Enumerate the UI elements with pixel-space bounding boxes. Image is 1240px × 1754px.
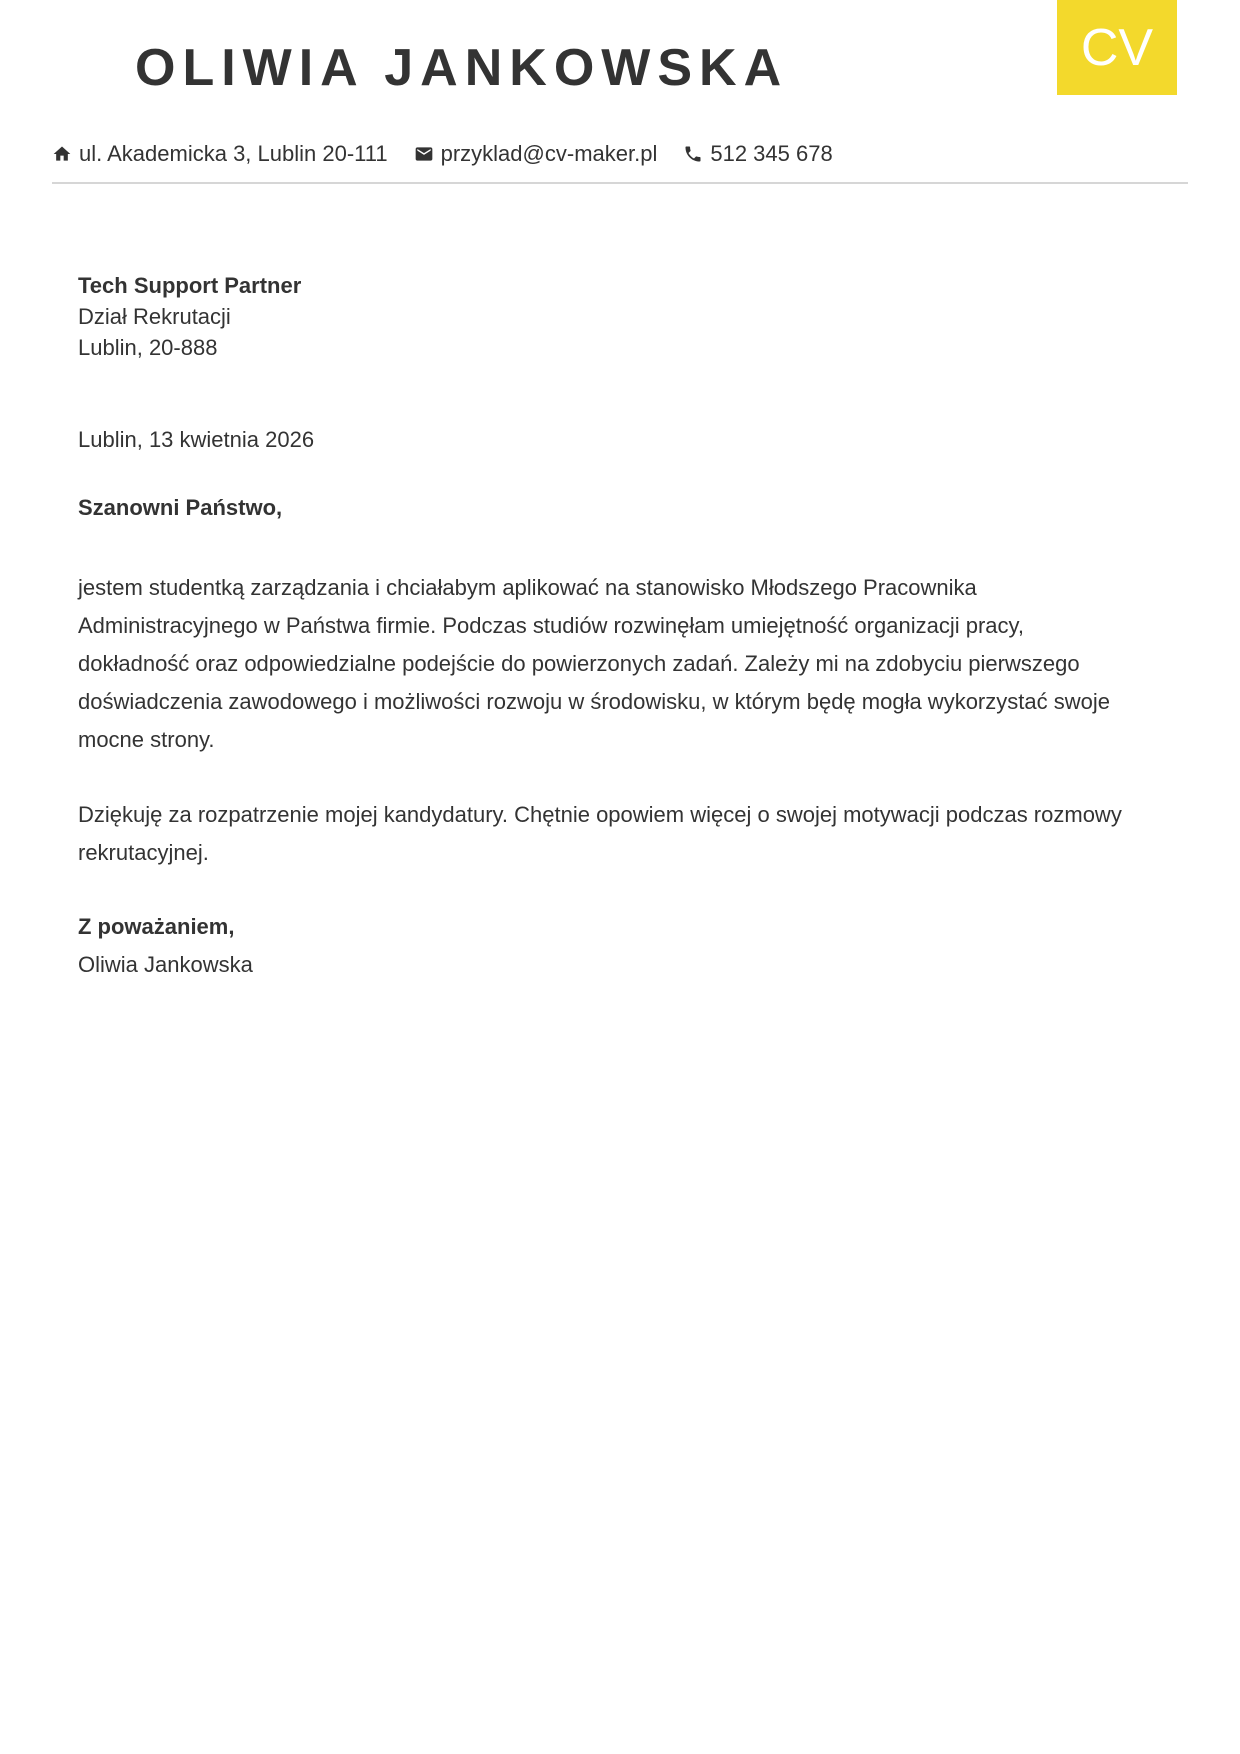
recipient-block: [78, 270, 1138, 363]
letter-body: [78, 270, 1138, 984]
candidate-name: OLIWIA JANKOWSKA: [135, 39, 789, 97]
header-divider: [52, 182, 1188, 184]
recipient-city: Lublin, 20-888: [78, 335, 218, 360]
recipient-company: Tech Support Partner: [78, 273, 302, 298]
cv-badge: CV: [1057, 0, 1177, 95]
contact-email[interactable]: [414, 141, 658, 167]
phone-text[interactable]: 512 345 678: [710, 141, 833, 166]
home-icon: [52, 144, 72, 164]
letter-closing: Z poważaniem,: [78, 914, 235, 939]
letter-signature: Oliwia Jankowska: [78, 952, 253, 977]
letter-date: Lublin, 13 kwietnia 2026: [78, 427, 315, 452]
letter-greeting: Szanowni Państwo,: [78, 495, 283, 520]
letter-paragraph: jestem studentką zarządzania i chciałabym aplikować na stanowisko Młodszego Pracownika Administracyjnego w Państwa firmie. Podczas studiów rozwinęłam umiejętność organizacji pracy, dokładność oraz odpowiedzialne podejście do powierzonych zadań. Zależy mi na zdobyciu pierwszego doświadczenia zawodowego i możliwości rozwoju w środowisku, w którym będę mogła wykorzystać swoje mocne strony.: [78, 575, 1110, 752]
contact-bar: [52, 137, 859, 171]
contact-phone[interactable]: [683, 141, 832, 167]
recipient-department: Dział Rekrutacji: [78, 304, 231, 329]
letter-paragraph: Dziękuję za rozpatrzenie mojej kandydatury. Chętnie opowiem więcej o swojej motywacji podczas rozmowy rekrutacyjnej.: [78, 802, 1122, 865]
email-text[interactable]: przyklad@cv-maker.pl: [440, 141, 658, 166]
phone-icon: [683, 144, 703, 164]
envelope-icon: [414, 144, 434, 164]
address-text: ul. Akademicka 3, Lublin 20-111: [79, 141, 388, 166]
contact-address: [52, 141, 388, 167]
